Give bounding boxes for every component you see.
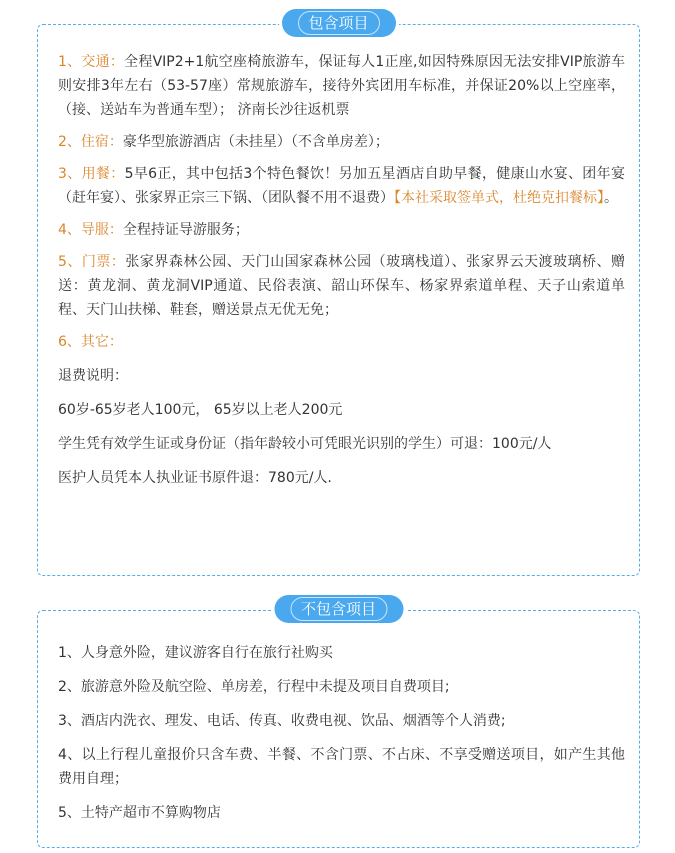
excluded-title: 不包含项目	[290, 597, 387, 621]
included-body	[58, 50, 625, 498]
item-label: 1、交通：	[58, 54, 125, 70]
item-label: 6、其它：	[58, 334, 123, 350]
refund-line: 学生凭有效学生证或身份证（指年龄较小可凭眼光识别的学生）可退：100元/人	[58, 436, 552, 452]
item-text: 全程持证导游服务；	[122, 222, 249, 238]
included-title: 包含项目	[297, 11, 379, 35]
excluded-body	[58, 641, 625, 833]
included-section	[37, 14, 640, 576]
item-text: 豪华型旅游酒店（未挂星）（不含单房差）；	[122, 134, 389, 150]
item-tail: 。	[604, 190, 618, 206]
refund-line: 医护人员凭本人执业证书原件退：780元/人.	[58, 470, 332, 486]
excluded-section	[37, 600, 640, 848]
excluded-item: 4、以上行程儿童报价只含车费、半餐、不含门票、不占床、不享受赠送项目，如产生其他费用自理；	[58, 747, 625, 787]
refund-line: 60岁-65岁老人100元， 65岁以上老人200元	[58, 402, 343, 418]
excluded-item: 5、土特产超市不算购物店	[58, 805, 221, 821]
included-item-tickets	[58, 250, 625, 322]
item-label: 3、用餐：	[58, 166, 125, 182]
included-title-badge	[281, 9, 395, 37]
excluded-item: 2、旅游意外险及航空险、单房差，行程中未提及项目自费项目;	[58, 679, 450, 695]
item-label: 4、导服：	[58, 222, 123, 238]
item-label: 2、住宿：	[58, 134, 123, 150]
refund-heading: 退费说明：	[58, 368, 128, 384]
item-highlight: 【本社采取签单式，杜绝克扣餐标】	[394, 190, 604, 206]
excluded-item: 3、酒店内洗衣、理发、电话、传真、收费电视、饮品、烟酒等个人消费;	[58, 713, 506, 729]
excluded-item: 1、人身意外险，建议游客自行在旅行社购买	[58, 645, 333, 661]
item-text: 5早6正，其中包括3个特色餐饮！另加五星酒店自助早餐，健康山水宴、团年宴（赶年宴）、张家界正宗三下锅、（团队餐不用不退费）	[58, 166, 625, 206]
included-item-other	[58, 330, 625, 354]
included-item-meals	[58, 162, 625, 210]
item-label: 5、门票：	[58, 254, 126, 270]
included-item-lodging	[58, 130, 625, 154]
item-text: 张家界森林公园、天门山国家森林公园（玻璃栈道）、张家界云天渡玻璃桥、赠送：黄龙洞、黄龙洞VIP通道、民俗表演、韶山环保车、杨家界索道单程、天子山索道单程、天门山扶梯、鞋套，赠送景点无优无免；	[58, 254, 625, 318]
excluded-title-badge	[274, 595, 403, 623]
included-item-guide	[58, 218, 625, 242]
item-text: 全程VIP2+1航空座椅旅游车，保证每人1正座,如因特殊原因无法安排VIP旅游车则安排3年左右（53-57座）常规旅游车，接待外宾团用车标准，并保证20%以上空座率，（接、送站车为普通车型）； 济南长沙往返机票	[58, 54, 625, 118]
included-item-transport	[58, 50, 625, 122]
